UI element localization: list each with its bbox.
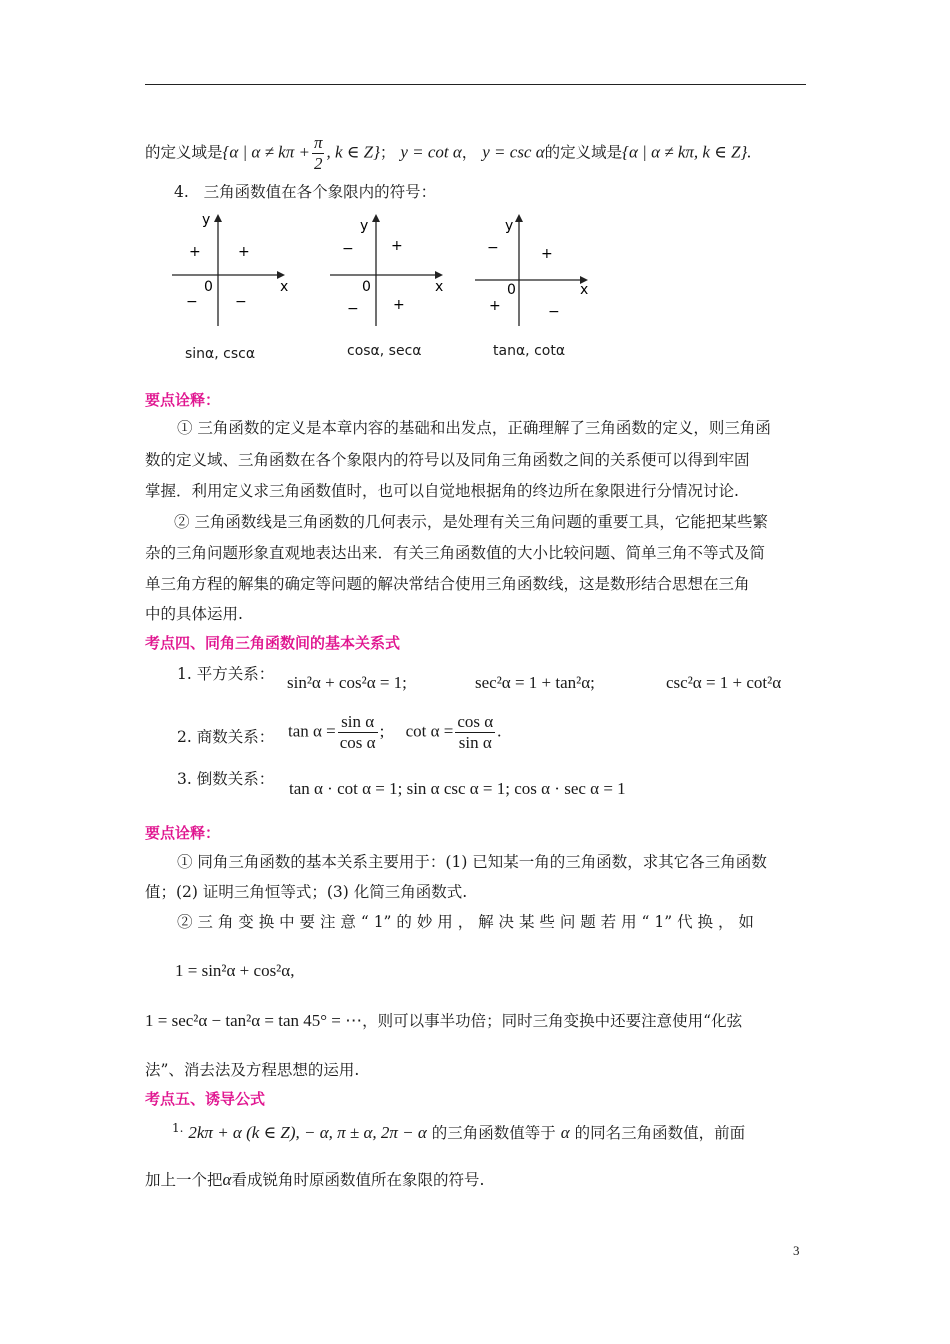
- formula-text: 1 = sec²α − tan²α = tan 45° = ⋯: [145, 1011, 363, 1030]
- paragraph-line: 掌握．利用定义求三角函数值时，也可以自觉地根据角的终边所在象限进行分情况讨论.: [145, 482, 739, 500]
- formula-text: 2kπ + α (k ∈ Z), − α, π ± α, 2π − α: [188, 1123, 427, 1142]
- paragraph-line: 法”、消去法及方程思想的运用.: [145, 1061, 360, 1079]
- quadrant-diagram-cos: [330, 214, 450, 333]
- fraction: [312, 133, 325, 174]
- text: 的定义域是: [544, 143, 623, 162]
- formula-text: ;: [379, 721, 385, 741]
- paragraph-line: 中的具体运用.: [145, 605, 243, 623]
- y-axis-label: y: [202, 212, 211, 228]
- section-heading: 考点五、诱导公式: [145, 1090, 266, 1108]
- item-number: 4.: [174, 183, 189, 201]
- item-number: 1.: [172, 1121, 184, 1135]
- paragraph-text: 的同名三角函数值，前面: [574, 1124, 746, 1142]
- math-cot: y = cot α: [400, 142, 462, 162]
- formula-line: [145, 1011, 742, 1031]
- quadrant-caption-cos: cosα, secα: [347, 343, 422, 359]
- formula: csc²α = 1 + cot²α: [666, 673, 782, 692]
- fraction-denominator: cos α: [339, 733, 376, 752]
- formula-text: ,: [290, 961, 295, 980]
- formula-text: .: [497, 721, 502, 741]
- domain-line: [145, 133, 752, 174]
- q1-sign: +: [238, 244, 250, 260]
- text: ；: [379, 143, 396, 162]
- q2-sign: −: [342, 241, 354, 257]
- item4: [174, 182, 436, 202]
- fraction-denominator: sin α: [458, 733, 492, 752]
- item-label: 3. 倒数关系：: [177, 770, 275, 788]
- fraction-numerator: cos α: [457, 712, 494, 731]
- formula-text: cot α =: [405, 721, 454, 741]
- formula: sec²α = 1 + tan²α;: [475, 673, 595, 692]
- math-set-end: , k ∈ Z}: [326, 142, 380, 162]
- paragraph-line: ② 三角函数线是三角函数的几何表示，是处理有关三角问题的重要工具，它能把某些繁: [174, 513, 768, 531]
- quadrant-diagram-sin: [172, 214, 292, 333]
- section-heading: 考点四、同角三角函数间的基本关系式: [145, 634, 401, 652]
- fraction-denominator: 2: [313, 154, 323, 173]
- page-number: 3: [793, 1243, 800, 1258]
- origin-label: 0: [362, 279, 371, 295]
- paragraph-line: 单三角方程的解集的确定等问题的解决常结合使用三角函数线，这是数形结合思想在三角: [145, 575, 750, 593]
- formula-quotient: [288, 712, 501, 753]
- paragraph-line: 杂的三角问题形象直观地表达出来．有关三角函数值的大小比较问题、简单三角不等式及简: [145, 544, 766, 562]
- header-rule: [145, 84, 806, 85]
- paragraph-text: 加上一个把: [145, 1171, 223, 1189]
- x-axis-label: x: [280, 279, 289, 295]
- note-heading: 要点诠释：: [145, 824, 221, 842]
- origin-label: 0: [204, 279, 213, 295]
- y-axis-label: y: [360, 218, 369, 234]
- quadrant-diagram-tan: [475, 214, 595, 333]
- q2-sign: +: [189, 244, 201, 260]
- text: 的定义域是: [145, 143, 223, 162]
- q2-sign: −: [487, 240, 499, 256]
- math-csc: y = csc α: [482, 142, 545, 162]
- item-label: 1. 平方关系：: [177, 665, 275, 683]
- q4-sign: −: [548, 304, 560, 320]
- paragraph-line: ① 三角函数的定义是本章内容的基础和出发点，正确理解了三角函数的定义，则三角函: [177, 419, 771, 437]
- quadrant-caption-tan: tanα, cotα: [493, 343, 566, 359]
- paragraph-text: 的三角函数值等于: [431, 1124, 556, 1142]
- formula: tan α · cot α = 1; sin α csc α = 1; cos α · sec α = 1: [289, 779, 626, 798]
- formula-text: 1 = sin²α + cos²α: [175, 961, 291, 980]
- q3-sign: −: [347, 301, 359, 317]
- paragraph-line: ① 同角三角函数的基本关系主要用于：(1) 已知某一角的三角函数，求其它各三角函数: [177, 853, 767, 871]
- q1-sign: +: [391, 238, 403, 254]
- x-axis-label: x: [435, 279, 444, 295]
- formula-text: tan α =: [288, 721, 336, 741]
- formula: sin²α + cos²α = 1;: [287, 673, 407, 692]
- item-text: 三角函数值在各个象限内的符号：: [203, 183, 437, 201]
- y-axis-label: y: [505, 218, 514, 234]
- paragraph-line: ② 三 角 变 换 中 要 注 意 “ 1” 的 妙 用 ， 解 决 某 些 问 题 若 用 “ 1” 代 换 ， 如: [177, 913, 754, 931]
- text: ，: [461, 143, 478, 162]
- fraction: [338, 712, 378, 753]
- q4-sign: +: [393, 297, 405, 313]
- quadrant-caption-sin: sinα, cscα: [185, 346, 256, 362]
- q1-sign: +: [541, 246, 553, 262]
- q3-sign: −: [186, 294, 198, 310]
- q4-sign: −: [235, 294, 247, 310]
- induction-line: [172, 1118, 745, 1143]
- paragraph-line: [145, 1170, 484, 1190]
- fraction: [455, 712, 495, 753]
- origin-label: 0: [507, 282, 516, 298]
- note-heading: 要点诠释：: [145, 391, 221, 409]
- paragraph-line: 数的定义域、三角函数在各个象限内的符号以及同角三角函数之间的关系便可以得到牢固: [145, 451, 750, 469]
- math-set: {α | α ≠ kπ +: [222, 142, 310, 162]
- alpha-symbol: α: [222, 1170, 232, 1189]
- paragraph-line: 值；(2) 证明三角恒等式；(3) 化简三角函数式.: [145, 883, 468, 901]
- formula: [175, 961, 294, 981]
- fraction-numerator: π: [313, 133, 323, 152]
- q3-sign: +: [489, 298, 501, 314]
- item-label: 2. 商数关系：: [177, 728, 275, 746]
- paragraph-text: 看成锐角时原函数值所在象限的符号.: [231, 1171, 485, 1189]
- fraction-numerator: sin α: [338, 712, 378, 733]
- math-set2: {α | α ≠ kπ, k ∈ Z}.: [622, 142, 752, 162]
- x-axis-label: x: [580, 282, 589, 298]
- alpha-symbol: α: [560, 1123, 570, 1142]
- paragraph-text: ，则可以事半功倍；同时三角变换中还要注意使用“化弦: [362, 1012, 743, 1030]
